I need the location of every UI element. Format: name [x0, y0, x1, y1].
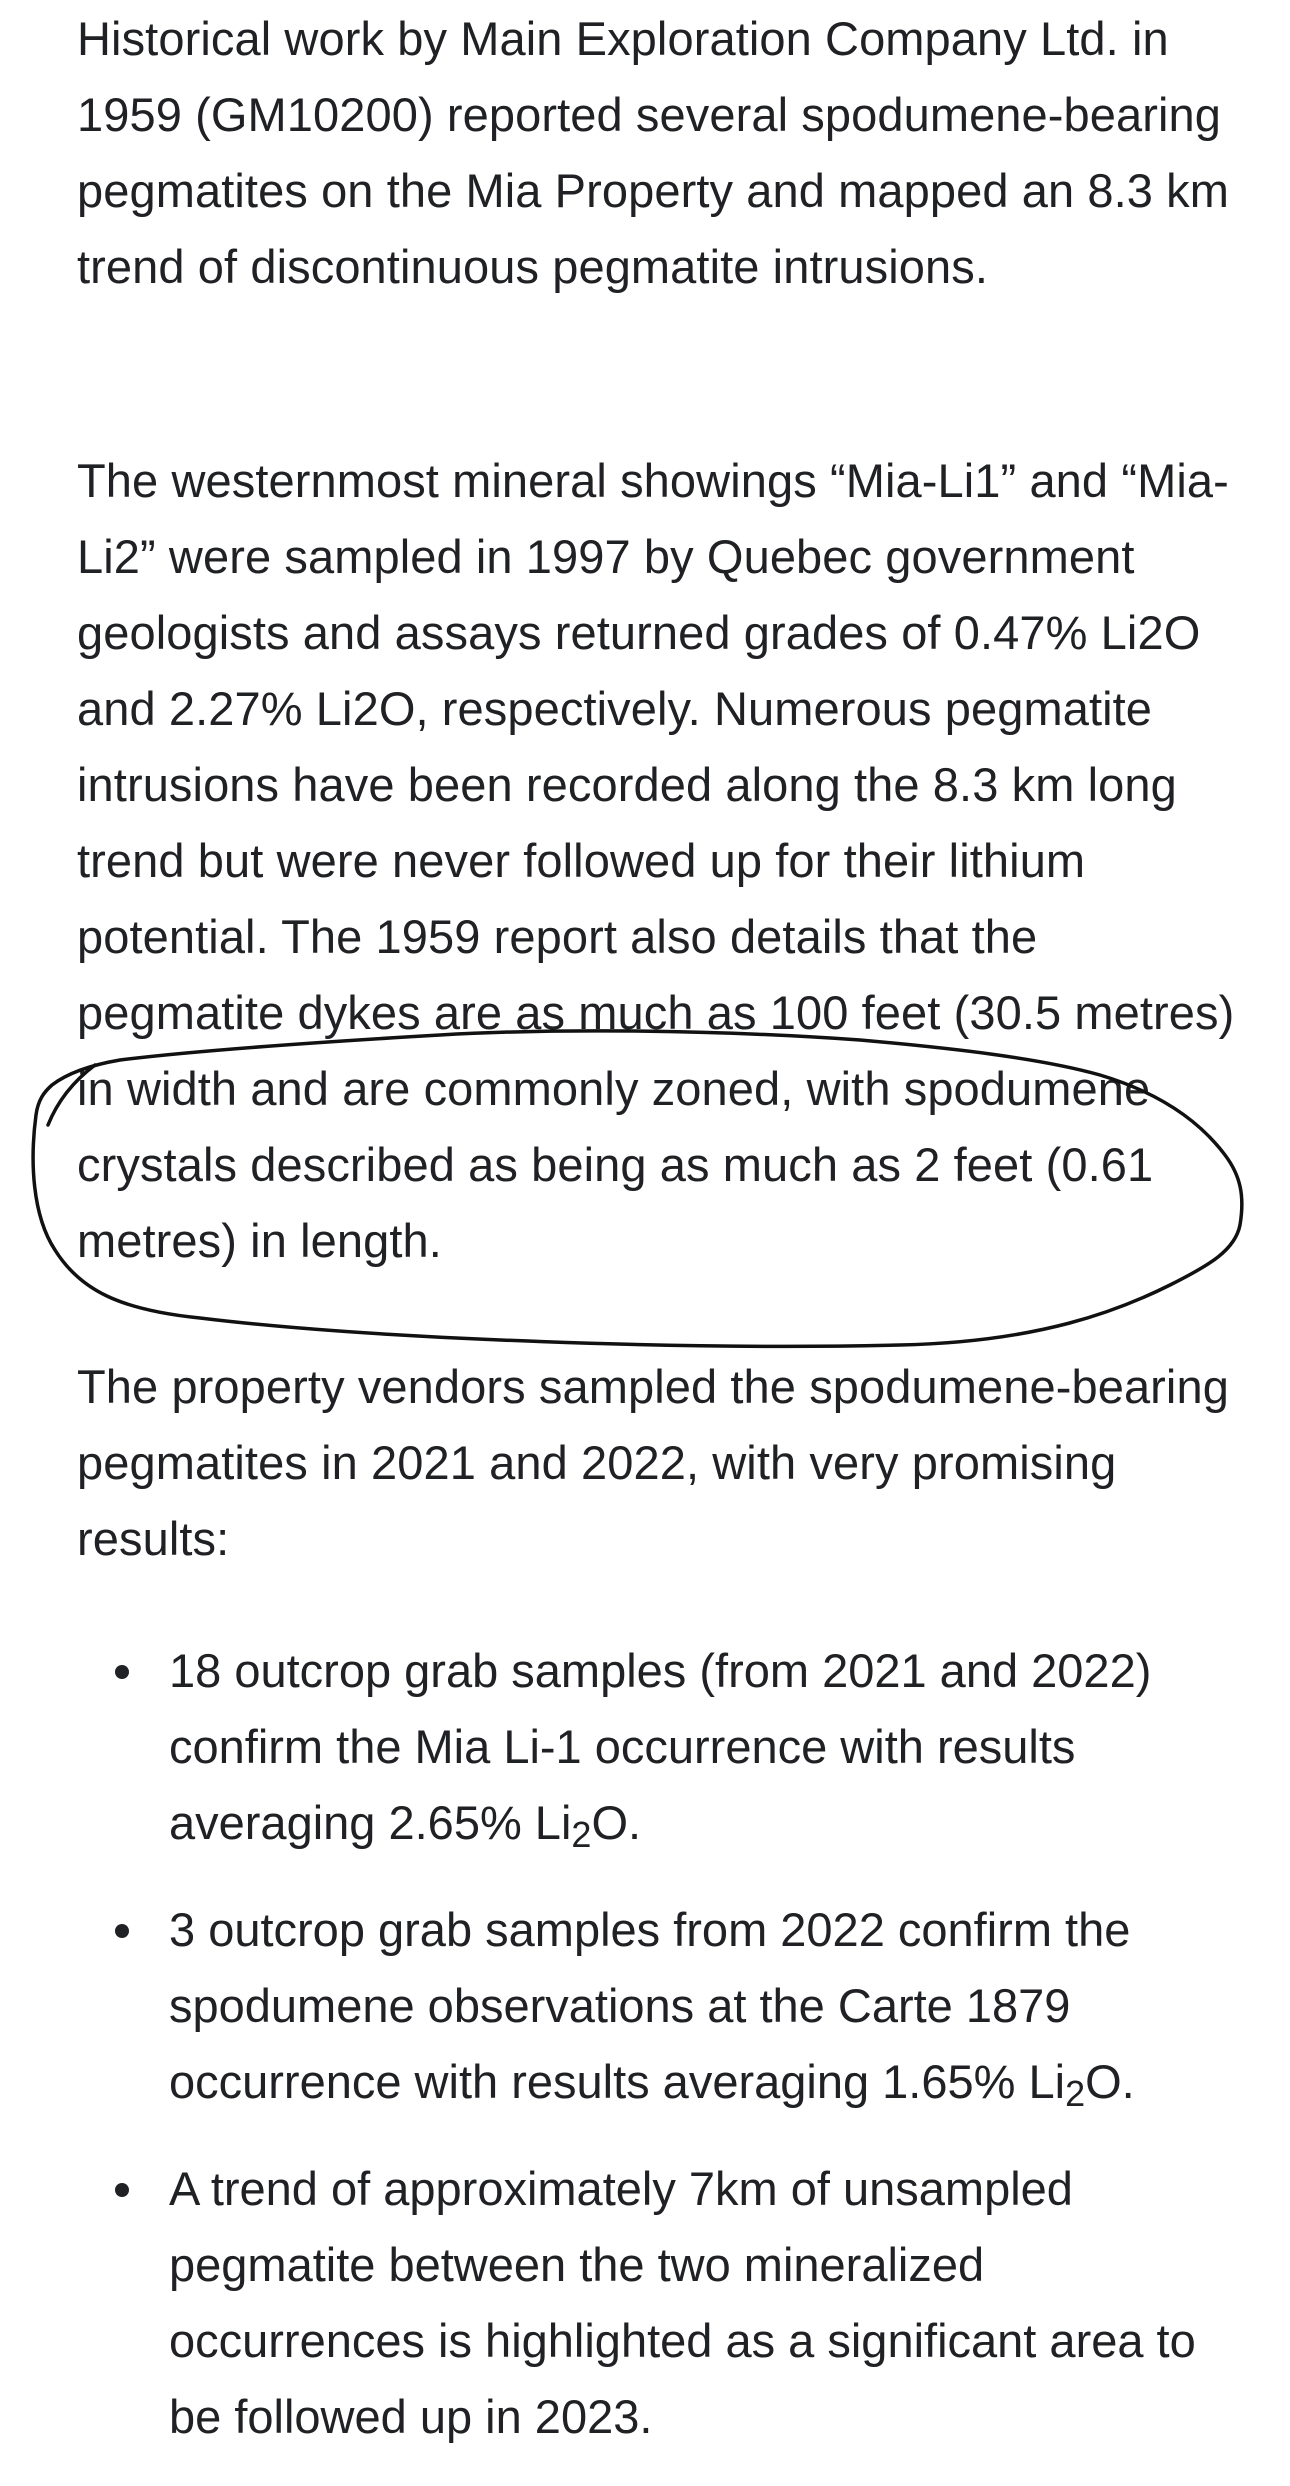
list-item-text: A trend of approximately 7km of unsampled pegmatite between the two mineralized occurrences is highlighted as a significant area to be followed up in 2023. [169, 2162, 1196, 2443]
list-item [77, 1633, 1247, 1861]
results-list [77, 1633, 1247, 2486]
subscript: 2 [571, 1814, 592, 1855]
bullet-dot-icon [115, 1665, 129, 1679]
list-item [77, 2151, 1247, 2455]
paragraph-vendor-sampling: The property vendors sampled the spodumene-bearing pegmatites in 2021 and 2022, with very promising results: [77, 1360, 1229, 1565]
bullet-dot-icon [115, 1924, 129, 1938]
list-item-text: 3 outcrop grab samples from 2022 confirm the spodumene observations at the Carte 1879 occurrence with results averaging 1.65% Li [169, 1903, 1131, 2108]
bullet-dot-icon [115, 2183, 129, 2197]
list-item-text-end: O. [1085, 2055, 1135, 2108]
list-item [77, 1892, 1247, 2120]
paragraph-mineral-showings: The westernmost mineral showings “Mia-Li1” and “Mia-Li2” were sampled in 1997 by Quebec government geologists and assays returned grades of 0.47% Li2O and 2.27% Li2O, respectively. Numerous pegmatite intrusions have been recorded along the 8.3 km long trend but were never followed up for their lithium potential. The 1959 report also details that the pegmatite dykes are as much as 100 feet (30.5 metres) in width and are commonly zoned, with spodumene crystals described as being as much as 2 feet (0.61 metres) in length. [77, 454, 1235, 1267]
subscript: 2 [1065, 2073, 1086, 2114]
list-item-text-end: O. [591, 1796, 642, 1849]
list-item-text: 18 outcrop grab samples (from 2021 and 2022) confirm the Mia Li-1 occurrence with results averaging 2.65% Li [169, 1644, 1152, 1849]
paragraph-historical-work: Historical work by Main Exploration Company Ltd. in 1959 (GM10200) reported several spodumene-bearing pegmatites on the Mia Property and mapped an 8.3 km trend of discontinuous pegmatite intrusions. [77, 12, 1230, 293]
